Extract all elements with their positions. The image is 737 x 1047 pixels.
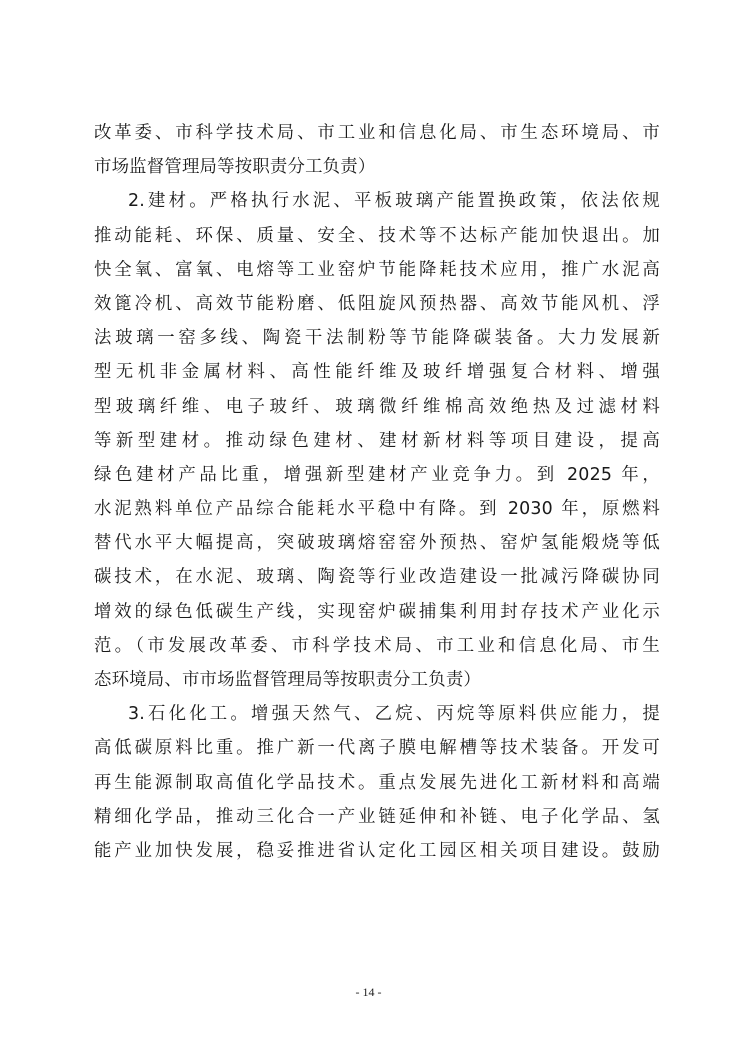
text-line: 快全氧、富氧、电熔等工业窑炉节能降耗技术应用，推广水泥高: [94, 259, 660, 280]
text-line: 等新型建材。推动绿色建材、建材新材料等项目建设，提高: [94, 430, 660, 451]
text-line: 3.石化化工。增强天然气、乙烷、丙烷等原料供应能力，提: [128, 704, 660, 725]
text-line: 精细化学品，推动三化合一产业链延伸和补链、电子化学品、氢: [94, 806, 660, 827]
text-line: 推动能耗、环保、质量、安全、技术等不达标产能加快退出。加: [94, 225, 660, 246]
text-line: 型无机非金属材料、高性能纤维及玻纤增强复合材料、增强: [94, 362, 660, 383]
text-line: 改革委、市科学技术局、市工业和信息化局、市生态环境局、市: [94, 123, 660, 143]
text-line: 替代水平大幅提高，突破玻璃熔窑窑外预热、窑炉氢能煅烧等低: [94, 533, 660, 554]
text-line: 再生能源制取高值化学品技术。重点发展先进化工新材料和高端: [94, 772, 660, 793]
text-line: 绿色建材产品比重，增强新型建材产业竞争力。到 2025 年，: [94, 464, 660, 485]
text-line: 效篦冷机、高效节能粉磨、低阻旋风预热器、高效节能风机、浮: [94, 293, 660, 314]
text-line: 市场监督管理局等按职责分工负责）: [94, 157, 376, 178]
text-line: 态环境局、市市场监督管理局等按职责分工负责）: [94, 670, 481, 690]
text-line: 能产业加快发展，稳妥推进省认定化工园区相关项目建设。鼓励: [94, 840, 660, 861]
body-text: [94, 116, 660, 868]
text-line: 水泥熟料单位产品综合能耗水平稳中有降。到 2030 年，原燃料: [94, 499, 660, 520]
text-line: 增效的绿色低碳生产线，实现窑炉碳捕集利用封存技术产业化示: [94, 601, 660, 622]
text-line: 范。（市发展改革委、市科学技术局、市工业和信息化局、市生: [94, 635, 660, 656]
text-line: 2.建材。严格执行水泥、平板玻璃产能置换政策，依法依规: [128, 191, 660, 212]
text-line: 型玻璃纤维、电子玻纤、玻璃微纤维棉高效绝热及过滤材料: [94, 396, 660, 417]
text-line: 高低碳原料比重。推广新一代离子膜电解槽等技术装备。开发可: [94, 738, 660, 759]
text-line: 碳技术，在水泥、玻璃、陶瓷等行业改造建设一批减污降碳协同: [94, 567, 660, 588]
page-number: - 14 -: [355, 985, 382, 999]
text-line: 法玻璃一窑多线、陶瓷干法制粉等节能降碳装备。大力发展新: [94, 328, 660, 349]
